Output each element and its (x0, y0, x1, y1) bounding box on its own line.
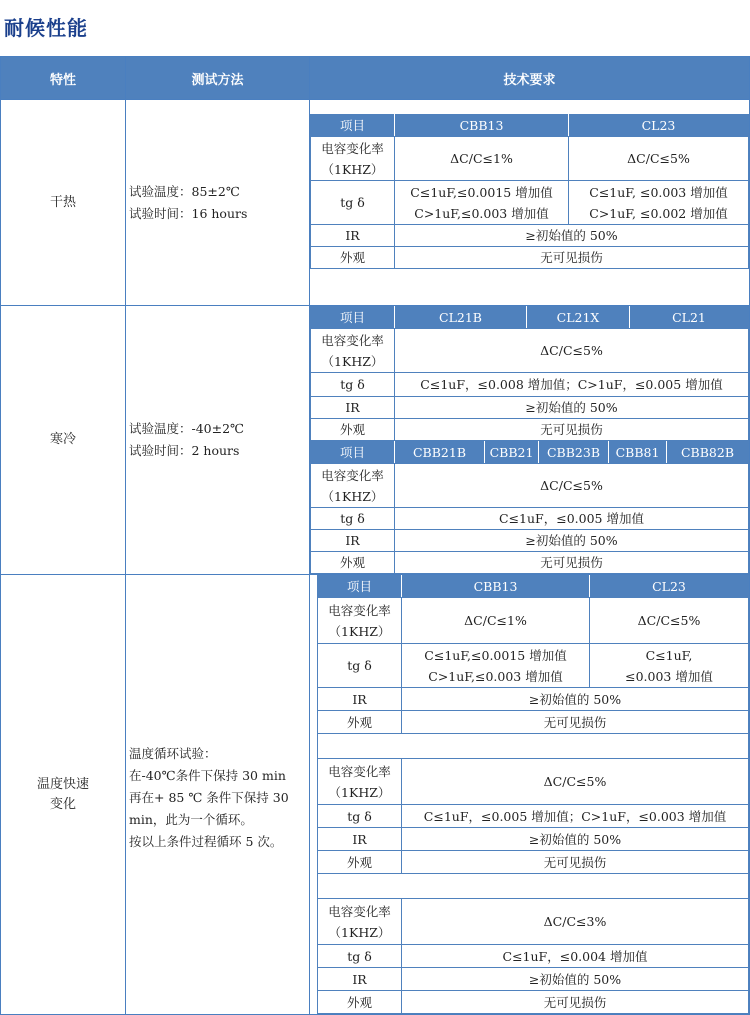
dry-heat-property: 干热 (1, 100, 126, 306)
method-line: 试验温度：-40±2℃ (129, 421, 245, 436)
spec-row-ir (311, 225, 749, 247)
cap-label: 电容变化率（1KHZ） (311, 464, 395, 508)
spec-row-tg (318, 805, 749, 828)
cap-value: ΔC/C≤3% (402, 899, 749, 945)
spec-row-tg (311, 508, 749, 530)
spec-row-cap (311, 137, 749, 181)
spacer-row (318, 734, 749, 759)
cap-label: 电容变化率（1KHZ） (311, 329, 395, 373)
item-label: 项目 (311, 307, 395, 329)
spec-row-cap (311, 464, 749, 508)
tg-line: C>1uF,≤0.003 增加值 (428, 668, 563, 684)
cap-label: 电容变化率（1KHZ） (318, 899, 402, 945)
spec-row-tg (311, 181, 749, 225)
method-line: 试验时间：2 hours (129, 443, 240, 458)
cap-value: ΔC/C≤1% (395, 137, 569, 181)
row-temp-cycle (1, 575, 750, 1015)
model-header: CL23 (569, 115, 749, 137)
spacer-cell (318, 874, 749, 899)
spec-row-look (311, 419, 749, 441)
tg-value (569, 181, 749, 225)
ir-value: ≥初始值的 50% (395, 225, 749, 247)
cap-label: 电容变化率（1KHZ） (311, 137, 395, 181)
spec-row-cap (318, 598, 749, 644)
ir-label: IR (318, 968, 402, 991)
spec-row-tg (311, 373, 749, 397)
cap-value: ΔC/C≤5% (569, 137, 749, 181)
tg-line: C≤1uF,≤0.0015 增加值 (410, 184, 553, 200)
tg-line: ≤0.003 增加值 (625, 668, 713, 684)
method-line: 温度循环试验： (129, 746, 217, 761)
method-line: min，此为一个循环。 (129, 812, 253, 827)
spec-row-look (318, 851, 749, 874)
spec-header-row (311, 307, 749, 329)
look-label: 外观 (311, 552, 395, 574)
model-header: CBB82B (667, 442, 749, 464)
spec-row-tg (318, 945, 749, 968)
look-label: 外观 (318, 991, 402, 1014)
method-line: 试验温度：85±2℃ (129, 183, 240, 199)
cycle-property-text: 温度快速变化 (36, 776, 89, 812)
spec-row-tg (318, 644, 749, 688)
model-header: CBB13 (402, 576, 590, 598)
page-title: 耐候性能 (4, 16, 88, 40)
spec-header-row (318, 576, 749, 598)
ir-label: IR (311, 530, 395, 552)
spec-row-cap (311, 329, 749, 373)
ir-value: ≥初始值的 50% (395, 530, 749, 552)
tg-label: tg δ (318, 644, 402, 688)
look-value: 无可见损伤 (395, 419, 749, 441)
look-label: 外观 (311, 247, 395, 269)
dry-heat-method (126, 100, 310, 306)
look-value: 无可见损伤 (395, 247, 749, 269)
model-header: CL21 (630, 307, 749, 329)
tg-label: tg δ (318, 945, 402, 968)
spec-row-ir (318, 688, 749, 711)
ir-value: ≥初始值的 50% (395, 397, 749, 419)
ir-label: IR (311, 397, 395, 419)
item-label: 项目 (311, 442, 395, 464)
item-label: 项目 (318, 576, 402, 598)
ir-label: IR (318, 828, 402, 851)
cap-value: ΔC/C≤5% (590, 598, 749, 644)
tg-value: C≤1uF，≤0.008 增加值；C>1uF，≤0.005 增加值 (395, 373, 749, 397)
cap-label: 电容变化率（1KHZ） (318, 598, 402, 644)
tg-label: tg δ (311, 373, 395, 397)
cap-label: 电容变化率（1KHZ） (318, 759, 402, 805)
cycle-requirements (310, 575, 750, 1015)
spec-row-look (311, 552, 749, 574)
cold-spec-table-2 (310, 441, 749, 574)
spacer-row (318, 874, 749, 899)
look-value: 无可见损伤 (395, 552, 749, 574)
cap-value: ΔC/C≤1% (402, 598, 590, 644)
table-header-row (1, 57, 750, 100)
look-value: 无可见损伤 (402, 991, 749, 1014)
tg-line: C≤1uF, (645, 647, 693, 663)
spec-row-ir (318, 968, 749, 991)
dry-heat-requirements (310, 100, 750, 306)
item-label: 项目 (311, 115, 395, 137)
spec-row-ir (318, 828, 749, 851)
look-value: 无可见损伤 (402, 851, 749, 874)
tg-label: tg δ (311, 508, 395, 530)
model-header: CBB81 (609, 442, 667, 464)
look-value: 无可见损伤 (402, 711, 749, 734)
tg-value (402, 644, 590, 688)
tg-value (395, 181, 569, 225)
model-header: CL21B (395, 307, 527, 329)
tg-line: C>1uF,≤0.003 增加值 (414, 205, 549, 221)
cycle-property (1, 575, 126, 1015)
header-property: 特性 (1, 57, 126, 100)
ir-value: ≥初始值的 50% (402, 828, 749, 851)
look-label: 外观 (318, 851, 402, 874)
look-label: 外观 (318, 711, 402, 734)
tg-line: C≤1uF, ≤0.003 增加值 (589, 184, 728, 200)
dry-heat-spec-table (310, 114, 749, 269)
row-dry-heat (1, 100, 750, 306)
tg-value (590, 644, 749, 688)
cold-requirements (310, 306, 750, 575)
header-requirement: 技术要求 (310, 57, 750, 100)
ir-value: ≥初始值的 50% (402, 968, 749, 991)
cycle-spec-table (317, 575, 749, 1014)
header-method: 测试方法 (126, 57, 310, 100)
cap-value: ΔC/C≤5% (402, 759, 749, 805)
tg-label: tg δ (311, 181, 395, 225)
cap-value: ΔC/C≤5% (395, 464, 749, 508)
row-cold (1, 306, 750, 575)
spec-row-look (311, 247, 749, 269)
method-line: 按以上条件过程循环 5 次。 (129, 834, 283, 849)
spacer-cell (318, 734, 749, 759)
cycle-method (126, 575, 310, 1015)
tg-line: C≤1uF,≤0.0015 增加值 (424, 647, 567, 663)
spec-row-cap (318, 899, 749, 945)
method-line: 试验时间：16 hours (129, 205, 248, 221)
look-label: 外观 (311, 419, 395, 441)
model-header: CBB21 (485, 442, 539, 464)
spec-row-ir (311, 530, 749, 552)
tg-label: tg δ (318, 805, 402, 828)
cold-method (126, 306, 310, 575)
spec-row-ir (311, 397, 749, 419)
ir-label: IR (311, 225, 395, 247)
model-header: CBB21B (395, 442, 485, 464)
model-header: CBB13 (395, 115, 569, 137)
method-line: 再在+ 85 ℃ 条件下保持 30 (129, 790, 289, 805)
tg-value: C≤1uF，≤0.005 增加值；C>1uF，≤0.003 增加值 (402, 805, 749, 828)
tg-value: C≤1uF，≤0.004 增加值 (402, 945, 749, 968)
cold-property: 寒冷 (1, 306, 126, 575)
model-header: CL21X (527, 307, 630, 329)
spec-row-cap (318, 759, 749, 805)
tg-line: C>1uF, ≤0.002 增加值 (589, 205, 728, 221)
weather-performance-table (0, 56, 750, 1015)
cap-value: ΔC/C≤5% (395, 329, 749, 373)
ir-label: IR (318, 688, 402, 711)
tg-value: C≤1uF，≤0.005 增加值 (395, 508, 749, 530)
ir-value: ≥初始值的 50% (402, 688, 749, 711)
spec-header-row (311, 115, 749, 137)
method-line: 在-40℃条件下保持 30 min (129, 768, 286, 783)
cold-spec-table-1 (310, 306, 749, 441)
spec-row-look (318, 711, 749, 734)
model-header: CBB23B (539, 442, 609, 464)
model-header: CL23 (590, 576, 749, 598)
spec-header-row (311, 442, 749, 464)
